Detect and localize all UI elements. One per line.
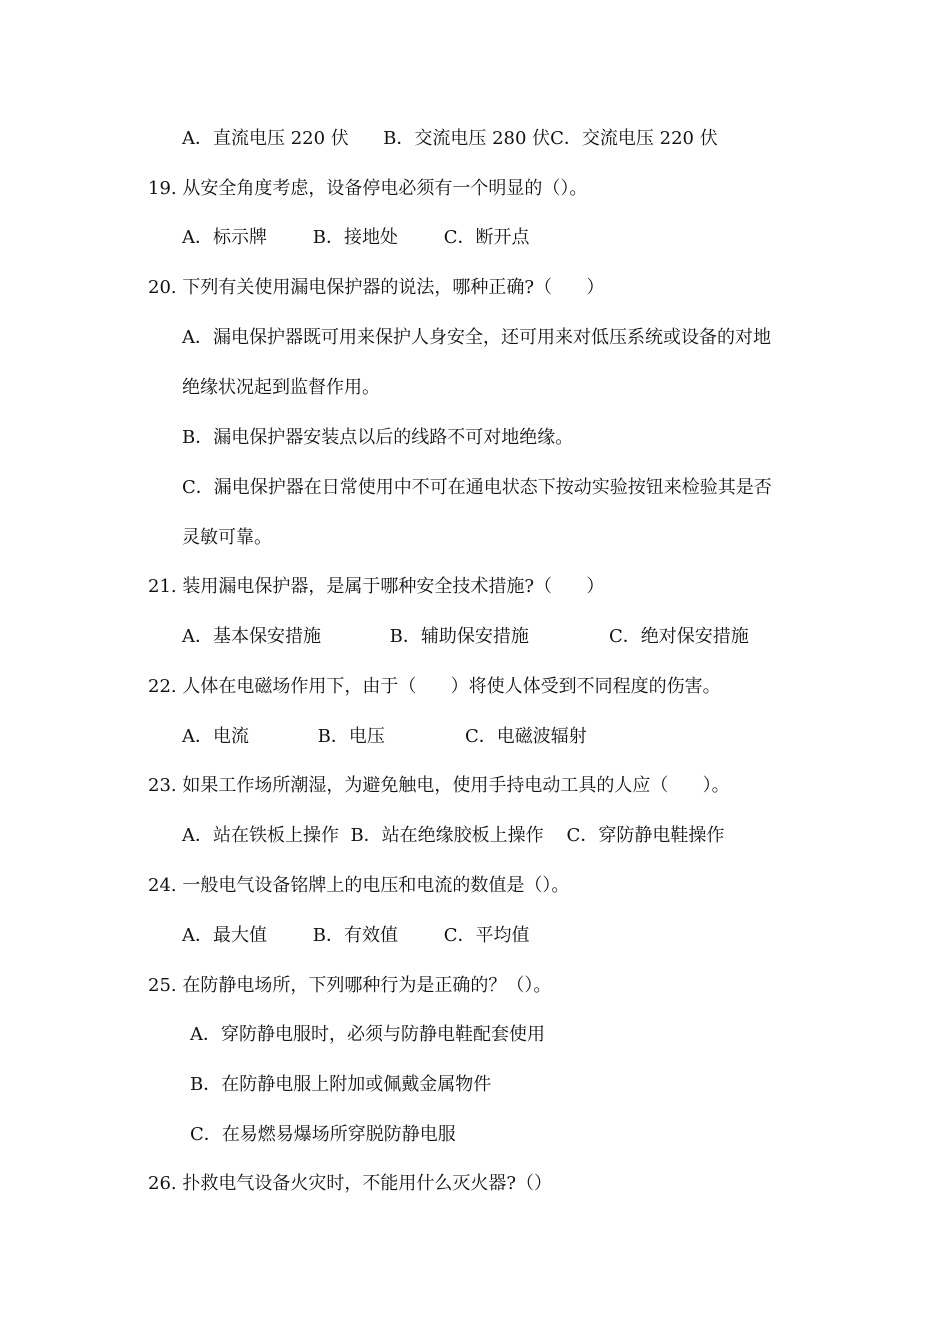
q21-options: A．基本保安措施 B．辅助保安措施 C．绝对保安措施 [182,626,749,647]
q20-option-c: C．漏电保护器在日常使用中不可在通电状态下按动实验按钮来检验其是否 [182,477,772,498]
q20-option-b: B．漏电保护器安装点以后的线路不可对地绝缘。 [182,427,574,448]
q23-question: 23. 如果工作场所潮湿，为避免触电，使用手持电动工具的人应（ ）。 [148,775,730,796]
q25-option-a: A．穿防静电服时，必须与防静电鞋配套使用 [190,1024,545,1045]
q25-option-b: B．在防静电服上附加或佩戴金属物件 [190,1074,492,1095]
q26-question: 26. 扑救电气设备火灾时，不能用什么灭火器?（） [148,1173,552,1194]
q23-options: A．站在铁板上操作 B．站在绝缘胶板上操作 C．穿防静电鞋操作 [182,825,725,846]
q19-options: A．标示牌 B．接地处 C．断开点 [182,227,530,248]
q25-option-c: C．在易燃易爆场所穿脱防静电服 [190,1124,456,1145]
q20-option-a: A．漏电保护器既可用来保护人身安全，还可用来对低压系统或设备的对地 [182,327,771,348]
q18-options: A．直流电压 220 伏 B．交流电压 280 伏C．交流电压 220 伏 [182,128,718,149]
q24-question: 24. 一般电气设备铭牌上的电压和电流的数值是（）。 [148,875,570,896]
q21-question: 21. 装用漏电保护器，是属于哪种安全技术措施?（ ） [148,576,605,597]
q25-question: 25. 在防静电场所，下列哪种行为是正确的？（）。 [148,975,552,996]
q22-options: A．电流 B．电压 C．电磁波辐射 [182,726,587,747]
q20-option-a-cont: 绝缘状况起到监督作用。 [182,377,380,398]
q20-option-c-cont: 灵敏可靠。 [182,527,272,548]
q24-options: A．最大值 B．有效值 C．平均值 [182,925,530,946]
q22-question: 22. 人体在电磁场作用下，由于（ ）将使人体受到不同程度的伤害。 [148,676,721,697]
q20-question: 20. 下列有关使用漏电保护器的说法，哪种正确?（ ） [148,277,605,298]
q19-question: 19. 从安全角度考虑，设备停电必须有一个明显的（）。 [148,178,588,199]
